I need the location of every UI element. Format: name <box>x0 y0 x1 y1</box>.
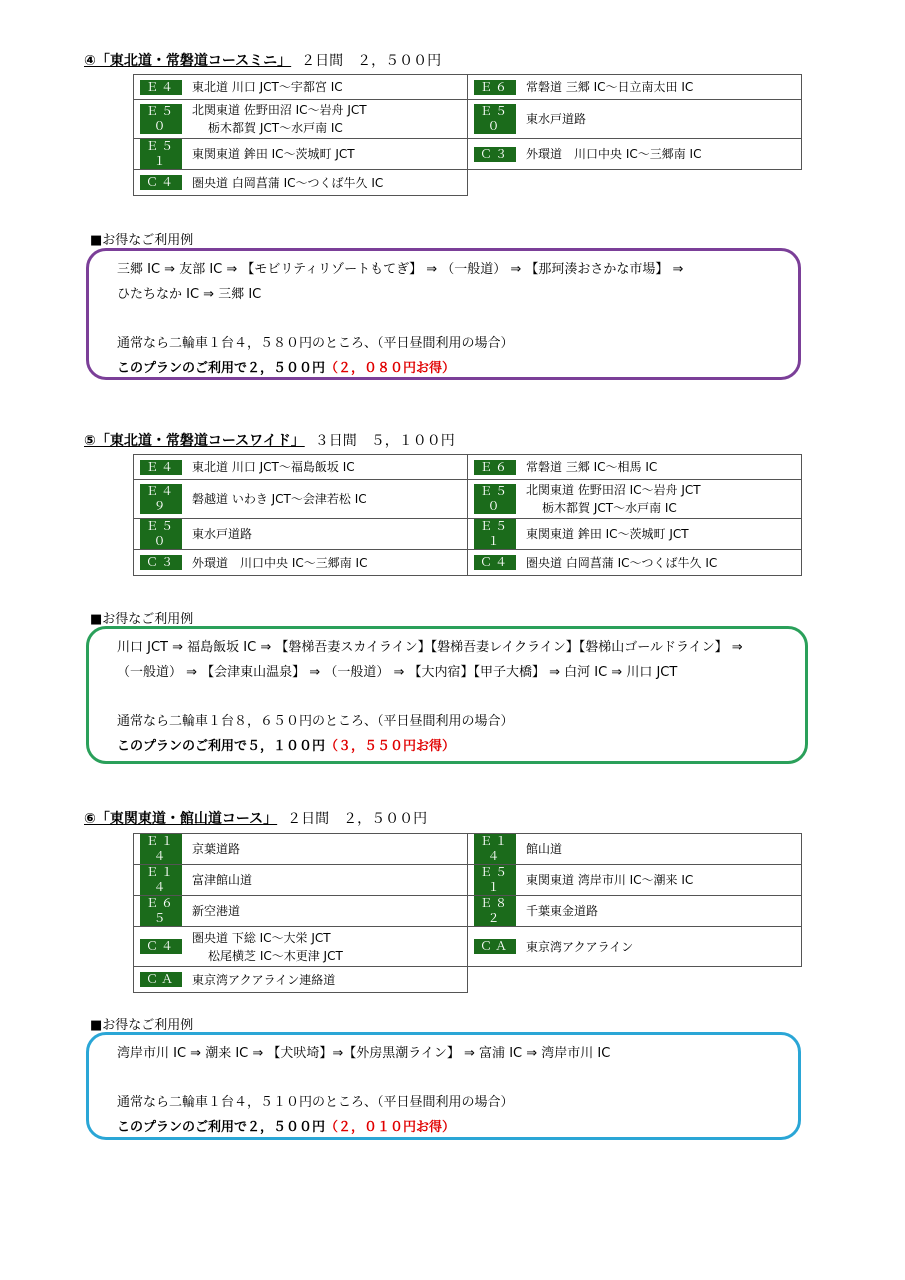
route-line: 湾岸市川 IC ⇒ 潮来 IC ⇒ 【犬吠埼】⇒【外房黒潮ライン】 ⇒ 富浦 IC ⇒ 湾岸市川 IC <box>117 1046 611 1061</box>
road-name: 常磐道 三郷 IC～相馬 IC <box>526 460 658 474</box>
course-title: ④「東北道・常磐道コースミニ」 <box>84 53 292 69</box>
route-code-badge: Ｃ４ <box>140 939 182 954</box>
road-name: 京葉道路 <box>192 842 241 856</box>
route-code-badge: Ｅ６５ <box>140 896 182 926</box>
normal-price-line: 通常なら二輪車１台８，６５０円のところ、（平日昼間利用の場合） <box>117 714 514 729</box>
road-name: 磐越道 いわき JCT～会津若松 IC <box>192 492 367 506</box>
example-box <box>86 626 808 764</box>
road-name: 東関東道 鉾田 IC～茨城町 JCT <box>526 527 689 541</box>
road-cell <box>468 865 802 896</box>
section-heading <box>84 808 427 828</box>
road-cell <box>468 455 802 480</box>
course-title: ⑥「東関東道・館山道コース」 <box>84 811 278 827</box>
road-name: 外環道 川口中央 IC～三郷南 IC <box>192 555 368 570</box>
route-code-badge: Ｅ５１ <box>474 519 516 549</box>
road-name: 圏央道 白岡菖蒲 IC～つくば牛久 IC <box>192 175 384 190</box>
road-cell <box>134 519 468 550</box>
route-code-badge: Ｃ４ <box>140 175 182 190</box>
route-code-badge: Ｅ６ <box>474 80 516 95</box>
plan-price: このプランのご利用で２，５００円 <box>117 361 326 376</box>
road-name-line2: 松尾横芝 IC～木更津 JCT <box>208 948 343 963</box>
road-cell <box>468 139 802 170</box>
road-cell <box>134 455 468 480</box>
road-name: 東京湾アクアライン連絡道 <box>192 972 336 987</box>
route-code-badge: Ｅ１４ <box>474 834 516 864</box>
course-info: ３日間 ５，１００円 <box>314 433 455 449</box>
road-cell <box>134 967 468 993</box>
route-code-badge: Ｅ５０ <box>140 519 182 549</box>
route-code-badge: Ｅ４ <box>140 460 182 475</box>
road-name: 新空港道 <box>192 904 241 918</box>
road-name: 北関東道 佐野田沼 IC～岩舟 JCT <box>526 483 701 497</box>
course-info: ２日間 ２，５００円 <box>301 53 442 69</box>
road-table <box>133 454 802 576</box>
empty-cell <box>468 967 802 993</box>
route-line: （一般道） ⇒ 【会津東山温泉】 ⇒ （一般道） ⇒ 【大内宿】【甲子大橋】 ⇒ 白河 IC ⇒ 川口 JCT <box>117 665 678 680</box>
normal-price-line: 通常なら二輪車１台４，５１０円のところ、（平日昼間利用の場合） <box>117 1095 514 1110</box>
road-name: 圏央道 下総 IC～大栄 JCT <box>192 930 331 945</box>
route-code-badge: Ｅ５１ <box>140 139 182 169</box>
road-cell <box>134 139 468 170</box>
example-subhead: ■お得なご利用例 <box>90 1018 194 1033</box>
road-name: 東水戸道路 <box>192 527 253 541</box>
route-code-badge: Ｅ６ <box>474 460 516 475</box>
route-code-badge: Ｅ１４ <box>140 865 182 895</box>
road-cell <box>134 834 468 865</box>
savings-text: （３，５５０円お得） <box>325 739 456 754</box>
route-code-badge: Ｅ４ <box>140 80 182 95</box>
route-line: 三郷 IC ⇒ 友部 IC ⇒ 【モビリティリゾートもてぎ】 ⇒ （一般道） ⇒ 【那珂湊おさかな市場】 ⇒ <box>117 262 684 277</box>
section-heading <box>84 50 441 70</box>
course-title: ⑤「東北道・常磐道コースワイド」 <box>84 433 305 449</box>
savings-text: （２，０８０円お得） <box>325 361 456 376</box>
road-name: 東北道 川口 JCT～宇都宮 IC <box>192 80 343 94</box>
example-subhead: ■お得なご利用例 <box>90 612 194 627</box>
route-line: 川口 JCT ⇒ 福島飯坂 IC ⇒ 【磐梯吾妻スカイライン】【磐梯吾妻レイクライン】【磐梯山ゴールドライン】 ⇒ <box>117 640 743 655</box>
route-code-badge: Ｃ４ <box>474 555 516 570</box>
road-table <box>133 833 802 993</box>
route-code-badge: Ｅ５０ <box>140 104 182 134</box>
section-heading <box>84 430 455 450</box>
road-name: 富津館山道 <box>192 873 253 887</box>
road-cell <box>134 865 468 896</box>
road-cell <box>134 75 468 100</box>
route-line: ひたちなか IC ⇒ 三郷 IC <box>117 287 262 302</box>
road-name-line2: 栃木都賀 JCT～水戸南 IC <box>542 501 677 515</box>
road-name: 外環道 川口中央 IC～三郷南 IC <box>526 147 702 161</box>
road-cell <box>468 834 802 865</box>
route-code-badge: ＣＡ <box>474 939 516 954</box>
normal-price-line: 通常なら二輪車１台４，５８０円のところ、（平日昼間利用の場合） <box>117 336 514 351</box>
route-code-badge: Ｅ１４ <box>140 834 182 864</box>
route-code-badge: Ｅ５０ <box>474 484 516 514</box>
example-box <box>86 1032 801 1140</box>
route-code-badge: Ｃ３ <box>140 555 182 570</box>
route-code-badge: Ｅ５１ <box>474 865 516 895</box>
road-name: 千葉東金道路 <box>526 904 599 918</box>
route-code-badge: Ｅ５０ <box>474 104 516 134</box>
road-cell <box>468 480 802 519</box>
route-code-badge: Ｅ４９ <box>140 484 182 514</box>
savings-text: （２，０１０円お得） <box>325 1120 456 1135</box>
course-info: ２日間 ２，５００円 <box>287 811 428 827</box>
example-subhead: ■お得なご利用例 <box>90 233 194 248</box>
plan-price-line <box>117 1115 770 1140</box>
road-name: 東関東道 湾岸市川 IC～潮来 IC <box>526 873 694 887</box>
route-code-badge: Ｅ８２ <box>474 896 516 926</box>
road-name: 東水戸道路 <box>526 112 587 126</box>
road-table <box>133 74 802 196</box>
road-name: 東京湾アクアライン <box>526 939 634 954</box>
road-cell <box>468 896 802 927</box>
road-name: 圏央道 白岡菖蒲 IC～つくば牛久 IC <box>526 555 718 570</box>
plan-price: このプランのご利用で５，１００円 <box>117 739 326 754</box>
road-cell <box>468 75 802 100</box>
road-cell <box>134 480 468 519</box>
road-cell <box>468 519 802 550</box>
road-cell <box>134 100 468 139</box>
road-name: 東関東道 鉾田 IC～茨城町 JCT <box>192 147 355 161</box>
route-code-badge: Ｃ３ <box>474 147 516 162</box>
road-cell <box>468 550 802 576</box>
example-box <box>86 248 801 380</box>
road-cell <box>468 927 802 967</box>
road-name: 館山道 <box>526 842 563 856</box>
road-cell <box>468 100 802 139</box>
road-name: 東北道 川口 JCT～福島飯坂 IC <box>192 460 355 474</box>
road-cell <box>134 170 468 196</box>
plan-price: このプランのご利用で２，５００円 <box>117 1120 326 1135</box>
road-cell <box>134 896 468 927</box>
road-cell <box>134 927 468 967</box>
plan-price-line <box>117 734 777 759</box>
road-cell <box>134 550 468 576</box>
plan-price-line <box>117 356 770 381</box>
road-name-line2: 栃木都賀 JCT～水戸南 IC <box>208 121 343 135</box>
empty-cell <box>468 170 802 196</box>
road-name: 北関東道 佐野田沼 IC～岩舟 JCT <box>192 103 367 117</box>
road-name: 常磐道 三郷 IC～日立南太田 IC <box>526 80 694 94</box>
route-code-badge: ＣＡ <box>140 972 182 987</box>
